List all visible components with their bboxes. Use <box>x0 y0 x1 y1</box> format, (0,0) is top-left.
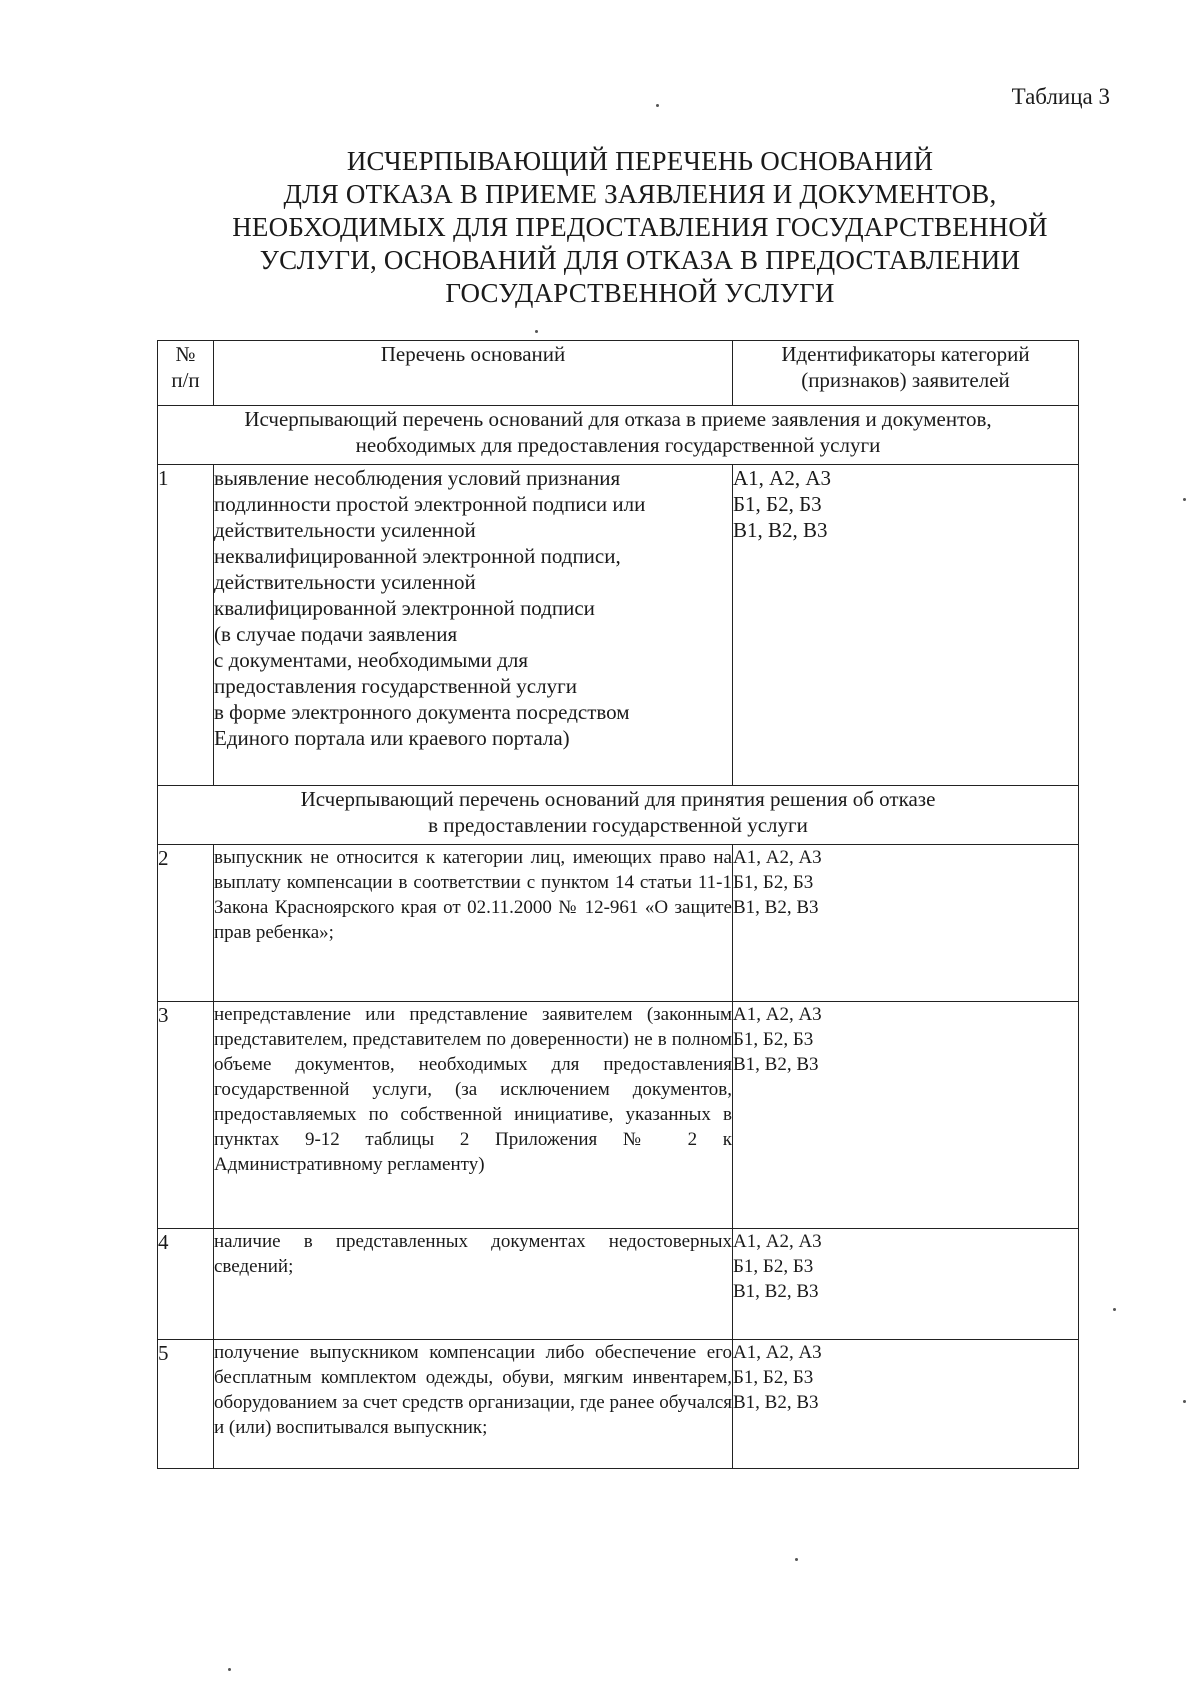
scan-speck <box>795 1558 798 1561</box>
ids-line: Б1, Б2, Б3 <box>733 872 814 893</box>
table-row <box>158 1002 1079 1229</box>
scan-speck <box>1183 498 1186 501</box>
text-line: с документами, необходимыми для <box>214 648 528 672</box>
ids-line: В1, В2, В3 <box>733 518 828 542</box>
text-line: квалифицированной электронной подписи <box>214 596 595 620</box>
section-line: необходимых для предоставления государственной услуги <box>355 433 881 457</box>
document-title <box>150 145 1130 310</box>
scan-speck <box>656 104 659 107</box>
ids-line: Б1, Б2, Б3 <box>733 1256 814 1277</box>
section-line: Исчерпывающий перечень оснований для принятия решения об отказе <box>300 787 936 811</box>
section-row <box>158 786 1079 845</box>
row-grounds-text: непредставление или представление заявителем (законным представителем, представителем по доверенности) не в полном объеме документов, необходимых для предоставления государственной услуги, (за исключением документов, предоставляемых по собственной инициативе, указанных в пунктах 9-12 таблицы 2 Приложения № 2 к Административному регламенту) <box>214 1002 733 1229</box>
header-num-line: № <box>175 342 196 366</box>
row-grounds-text: выпускник не относится к категории лиц, имеющих право на выплату компенсации в соответствии с пунктом 14 статьи 11-1 Закона Красноярского края от 02.11.2000 № 12-961 «О защите прав ребенка»; <box>214 845 733 1002</box>
section-heading-1 <box>158 406 1079 465</box>
scan-speck <box>1183 1400 1186 1403</box>
ids-line: В1, В2, В3 <box>733 897 819 918</box>
ids-line: В1, В2, В3 <box>733 1281 819 1302</box>
title-line: ДЛЯ ОТКАЗА В ПРИЕМЕ ЗАЯВЛЕНИЯ И ДОКУМЕНТОВ, <box>283 179 997 209</box>
ids-line: А1, А2, А3 <box>733 466 831 490</box>
header-ids-line: (признаков) заявителей <box>801 368 1010 392</box>
text-line: выявление несоблюдения условий признания <box>214 466 621 490</box>
row-number: 1 <box>158 465 214 786</box>
header-identifiers <box>733 341 1079 406</box>
text-line: (в случае подачи заявления <box>214 622 458 646</box>
text-line: неквалифицированной электронной подписи, <box>214 544 621 568</box>
row-identifiers <box>733 845 1079 1002</box>
table-row <box>158 465 1079 786</box>
header-ids-line: Идентификаторы категорий <box>781 342 1030 366</box>
ids-line: В1, В2, В3 <box>733 1392 819 1413</box>
row-identifiers <box>733 1340 1079 1469</box>
scan-speck <box>228 1668 231 1671</box>
grounds-table <box>157 340 1079 1469</box>
ids-line: Б1, Б2, Б3 <box>733 1367 814 1388</box>
section-line: в предоставлении государственной услуги <box>428 813 808 837</box>
text-line: предоставления государственной услуги <box>214 674 577 698</box>
ids-line: Б1, Б2, Б3 <box>733 1029 814 1050</box>
text-line: действительности усиленной <box>214 570 476 594</box>
ids-line: Б1, Б2, Б3 <box>733 492 822 516</box>
row-grounds-text: получение выпускником компенсации либо обеспечение его бесплатным комплектом одежды, обуви, мягким инвентарем, оборудованием за счет средств организации, где ранее обучался и (или) воспитывался выпускник; <box>214 1340 733 1469</box>
ids-line: А1, А2, А3 <box>733 1004 822 1025</box>
row-number: 3 <box>158 1002 214 1229</box>
scan-speck <box>535 330 538 333</box>
table-row <box>158 845 1079 1002</box>
header-num <box>158 341 214 406</box>
scan-speck <box>1113 1308 1116 1311</box>
text-line: подлинности простой электронной подписи или <box>214 492 646 516</box>
row-identifiers <box>733 1002 1079 1229</box>
row-identifiers <box>733 1229 1079 1340</box>
table-row <box>158 1340 1079 1469</box>
section-line: Исчерпывающий перечень оснований для отказа в приеме заявления и документов, <box>244 407 992 431</box>
section-row <box>158 406 1079 465</box>
text-line: в форме электронного документа посредством <box>214 700 630 724</box>
ids-line: А1, А2, А3 <box>733 1342 822 1363</box>
header-grounds: Перечень оснований <box>214 341 733 406</box>
section-heading-2 <box>158 786 1079 845</box>
text-line: Единого портала или краевого портала) <box>214 726 570 750</box>
row-identifiers <box>733 465 1079 786</box>
row-number: 2 <box>158 845 214 1002</box>
row-grounds-text: наличие в представленных документах недостоверных сведений; <box>214 1229 733 1340</box>
table-label: Таблица 3 <box>1011 84 1110 109</box>
ids-line: В1, В2, В3 <box>733 1054 819 1075</box>
title-line: УСЛУГИ, ОСНОВАНИЙ ДЛЯ ОТКАЗА В ПРЕДОСТАВЛЕНИИ <box>259 245 1021 275</box>
row-number: 4 <box>158 1229 214 1340</box>
table-row <box>158 1229 1079 1340</box>
title-line: ГОСУДАРСТВЕННОЙ УСЛУГИ <box>445 278 835 308</box>
ids-line: А1, А2, А3 <box>733 1231 822 1252</box>
row-number: 5 <box>158 1340 214 1469</box>
row-grounds-text <box>214 465 733 786</box>
table-header-row <box>158 341 1079 406</box>
title-line: ИСЧЕРПЫВАЮЩИЙ ПЕРЕЧЕНЬ ОСНОВАНИЙ <box>346 146 934 176</box>
header-num-line: п/п <box>171 368 200 392</box>
title-line: НЕОБХОДИМЫХ ДЛЯ ПРЕДОСТАВЛЕНИЯ ГОСУДАРСТВЕННОЙ <box>232 212 1048 242</box>
text-line: действительности усиленной <box>214 518 476 542</box>
ids-line: А1, А2, А3 <box>733 847 822 868</box>
